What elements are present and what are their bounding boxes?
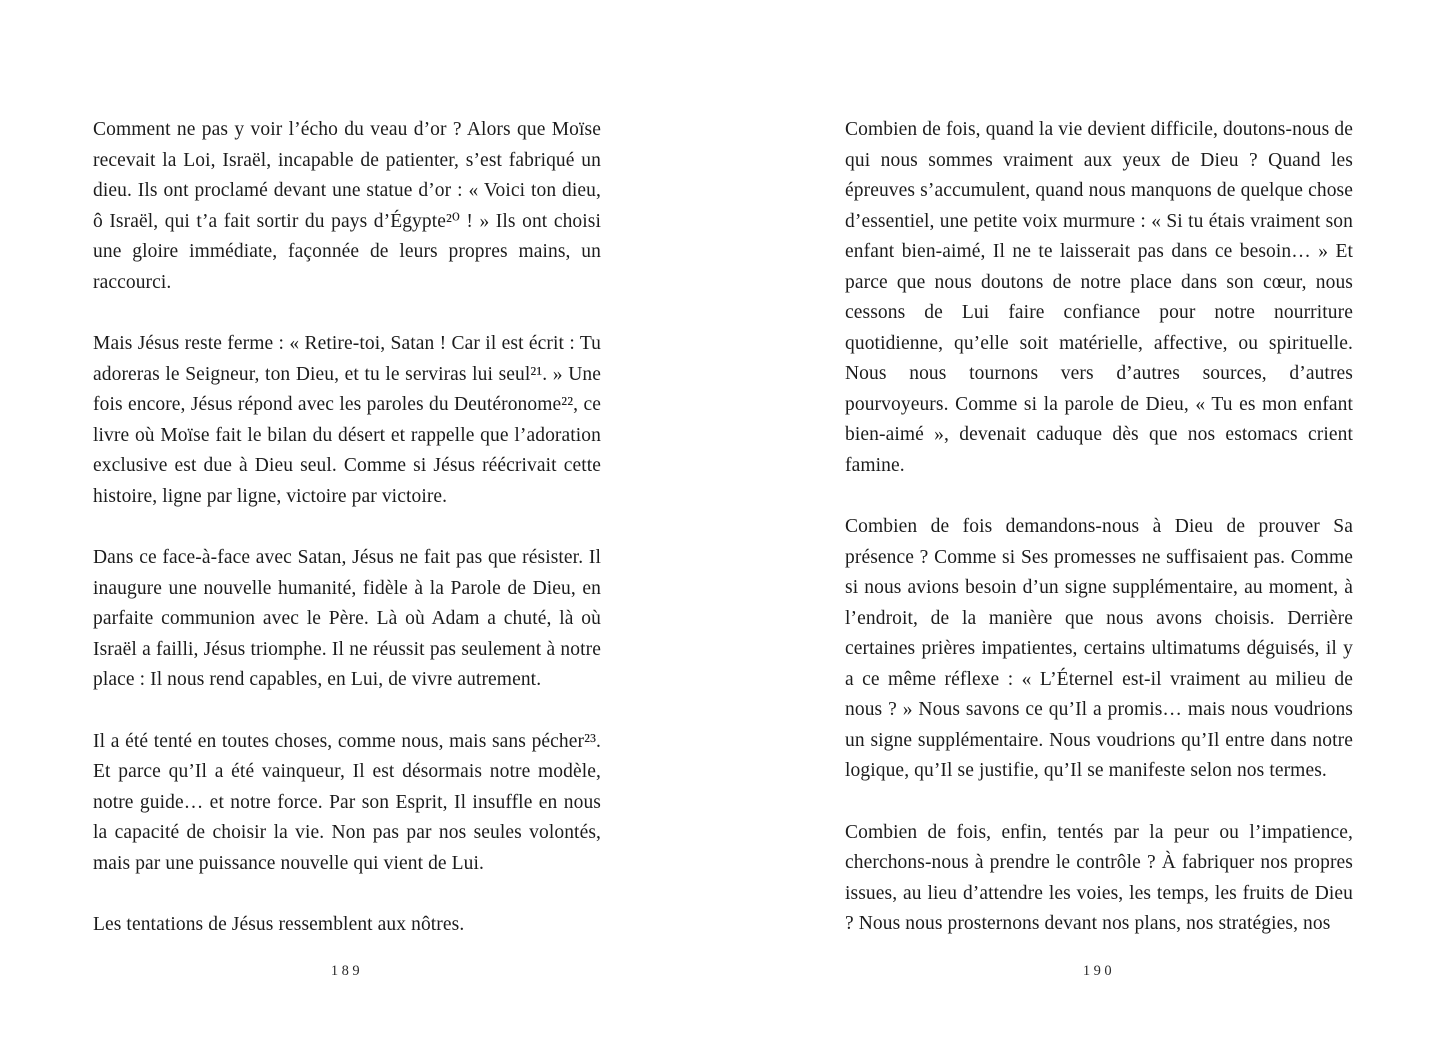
right-page-number: 190 (1082, 963, 1116, 979)
paragraph: Combien de fois, enfin, tentés par la peur ou l’impatience, cherchons-nous à prendre le contrôle ? À fabriquer nos propres issues, au lieu d’attendre les voies, les temps, les fruits de Dieu ? Nous nous prosternons devant nos plans, nos stratégies, nos (845, 821, 1353, 934)
paragraph: Il a été tenté en toutes choses, comme nous, mais sans pécher²³. Et parce qu’Il a été vainqueur, Il est désormais notre modèle, notre guide… et notre force. Par son Esprit, Il insuffle en nous la capacité de choisir la vie. Non pas par nos seules volontés, mais par une puissance nouvelle qui vient de Lui. (93, 730, 601, 874)
right-page-text (845, 115, 1353, 940)
left-page-number: 189 (330, 963, 364, 979)
paragraph: Mais Jésus reste ferme : « Retire-toi, Satan ! Car il est écrit : Tu adoreras le Seigneur, ton Dieu, et tu le serviras lui seul²¹. » Une fois encore, Jésus répond avec les paroles du Deutéronome²², ce livre où Moïse fait le bilan du désert et rappelle que l’adoration exclusive est due à Dieu seul. Comme si Jésus réécrivait cette histoire, ligne par ligne, victoire par victoire. (93, 333, 601, 507)
paragraph: Dans ce face-à-face avec Satan, Jésus ne fait pas que résister. Il inaugure une nouvelle humanité, fidèle à la Parole de Dieu, en parfaite communion avec le Père. Là où Adam a chuté, là où Israël a failli, Jésus triomphe. Il ne réussit pas seulement à notre place : Il nous rend capables, en Lui, de vivre autrement. (93, 547, 601, 690)
paragraph: Combien de fois, quand la vie devient difficile, doutons-nous de qui nous sommes vraiment aux yeux de Dieu ? Quand les épreuves s’accumulent, quand nous manquons de quelque chose d’essentiel, une petite voix murmure : « Si tu étais vraiment son enfant bien-aimé, Il ne te laisserait pas dans ce besoin… » Et parce que nous doutons de notre place dans son cœur, nous cessons de Lui faire confiance pour notre nourriture quotidienne, qu’elle soit matérielle, affective, ou spirituelle. Nous nous tournons vers d’autres sources, d’autres pourvoyeurs. Comme si la parole de Dieu, « Tu es mon enfant bien-aimé », devenait caduque dès que nos estomacs crient famine. (845, 119, 1353, 476)
paragraph: Les tentations de Jésus ressemblent aux nôtres. (93, 914, 465, 935)
paragraph: Comment ne pas y voir l’écho du veau d’or ? Alors que Moïse recevait la Loi, Israël, incapable de patienter, s’est fabriqué un dieu. Ils ont proclamé devant une statue d’or : « Voici ton dieu, ô Israël, qui t’a fait sortir du pays d’Égypte²⁰ ! » Ils ont choisi une gloire immédiate, façonnée de leurs propres mains, un raccourci. (93, 119, 601, 293)
left-page-text (93, 115, 601, 941)
paragraph: Combien de fois demandons-nous à Dieu de prouver Sa présence ? Comme si Ses promesses ne suffisaient pas. Comme si nous avions besoin d’un signe supplémentaire, au moment, à l’endroit, de la manière que nous avons choisis. Derrière certaines prières impatientes, certains ultimatums déguisés, il y a ce même réflexe : « L’Éternel est-il vraiment au milieu de nous ? » Nous savons ce qu’Il a promis… mais nous voudrions un signe supplémentaire. Nous voudrions qu’Il entre dans notre logique, qu’Il se justifie, qu’Il se manifeste selon nos termes. (845, 516, 1353, 781)
